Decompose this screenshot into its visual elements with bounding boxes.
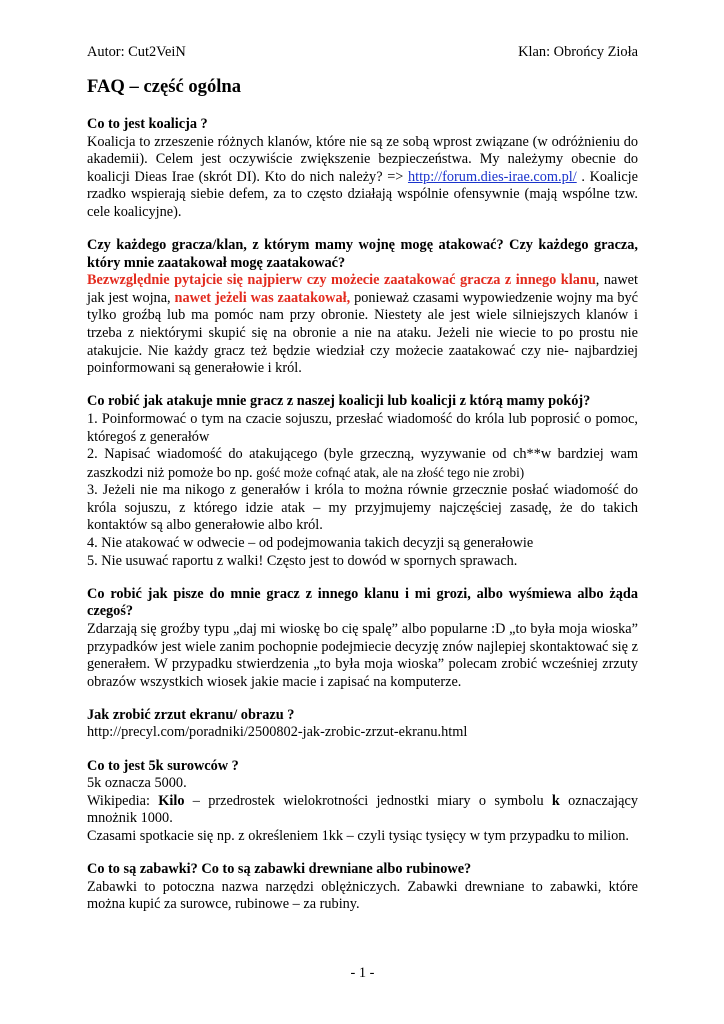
forum-link[interactable]: http://forum.dies-irae.com.pl/ xyxy=(407,168,577,185)
question-heading: Jak zrobić zrzut ekranu/ obrazu ? xyxy=(87,706,295,723)
screenshot-guide-url: http://precyl.com/poradniki/2500802-jak-zrobic-zrzut-ekranu.html xyxy=(87,724,468,741)
kilo-term: Kilo xyxy=(158,792,185,809)
answer-text: ponieważ czasami wypowiedzenie wojny ma być tylko groźbą lub ma pomóc nam przy obronie. Niestety ale jest wiele silniejszych klanów i trzeba z niektórymi skupić się na obronie a nie na ataku. Jeżeli nie wiecie to po prostu nie atakujcie. Nie każdy gracz też będzie wiedział czy możecie zaatakować czy nie- najbardziej poinformowani są generałowie i król. xyxy=(87,289,638,377)
question-heading: Co robić jak pisze do mnie gracz z innego klanu i mi grozi, albo wyśmiewa albo żąda czegoś? xyxy=(87,585,638,620)
faq-section-threats xyxy=(87,586,638,692)
answer-text: , nawet jak jest wojna, xyxy=(87,272,638,306)
k-symbol: k xyxy=(551,792,560,809)
answer-line xyxy=(87,793,638,828)
faq-section-toys xyxy=(87,861,638,914)
faq-section-coalition xyxy=(87,116,638,222)
question-heading: Co robić jak atakuje mnie gracz z naszej koalicji lub koalicji z którą mamy pokój? xyxy=(87,393,591,410)
list-item: 5. Nie usuwać raportu z walki! Często jest to dowód w spornych sprawach. xyxy=(87,552,518,569)
warning-text: nawet jeżeli was zaatakował, xyxy=(174,289,351,306)
page-number: - 1 - xyxy=(350,965,375,981)
header-clan: Klan: Obrońcy Zioła xyxy=(518,44,638,60)
answer-paragraph: Zabawki to potoczna nazwa narzędzi oblężniczych. Zabawki drewniane to zabawki, które można kupić za surowce, rubinowe – za rubiny. xyxy=(87,878,638,913)
answer-line: Czasami spotkacie się np. z określeniem 1kk – czyli tysiąc tysięcy w tym przypadku to milion. xyxy=(87,827,629,844)
faq-content xyxy=(87,116,638,929)
answer-text: Wikipedia: xyxy=(87,792,159,809)
answer-text: – przedrostek wielokrotności jednostki miary o symbolu xyxy=(184,792,552,809)
question-heading: Co to są zabawki? Co to są zabawki drewniane albo rubinowe? xyxy=(87,860,472,877)
answer-line: 5k oznacza 5000. xyxy=(87,775,187,792)
header-author: Autor: Cut2VeiN xyxy=(87,44,186,60)
list-item-text: 2. Napisać wiadomość do atakującego (byle grzeczną, wyzywanie od ch**w bardziej wam zaszkodzi niż pomoże bo np. xyxy=(87,446,638,481)
faq-section-screenshot xyxy=(87,707,638,742)
faq-section-5k xyxy=(87,758,638,846)
list-item: 1. Poinformować o tym na czacie sojuszu, przesłać wiadomość do króla lub poprosić o pomoc, któregoś z generałów xyxy=(87,410,638,445)
faq-section-coalition-attack xyxy=(87,393,638,570)
answer-text: . Koalicje rzadko wspierają siebie defem, za to często działają wspólnie ofensywnie (mają wspólne tzw. cele koalicyjne). xyxy=(87,168,639,220)
question-heading: Czy każdego gracza/klan, z którym mamy wojnę mogę atakować? Czy każdego gracza, który mnie zaatakował mogę zaatakować? xyxy=(87,237,638,271)
question-heading: Co to jest 5k surowców ? xyxy=(87,757,239,774)
page-title: FAQ – część ogólna xyxy=(87,76,242,97)
question-heading: Co to jest koalicja ? xyxy=(87,116,208,132)
list-item xyxy=(87,446,638,482)
answer-paragraph xyxy=(87,272,638,378)
answer-paragraph: Zdarzają się groźby typu „daj mi wioskę bo cię spalę” albo popularne :D „to była moja wioska” przypadków jest wiele zanim pochopnie podejmiecie decyzję znów najlepiej skontaktować się z generałem. W przypadku stwierdzenia „to była moja wioska” polecam zrobić wcześniej zrzuty obrazów wszystkich wiosek jakie macie i zapisać na komputerze. xyxy=(87,620,638,690)
list-item: 3. Jeżeli nie ma nikogo z generałów i króla to można równie grzecznie posłać wiadomość do króla sojuszu, z którego idzie atak – my przyjmujemy najczęściej zasadę, że do takich kontaktów są albo generałowie albo król. xyxy=(87,482,638,534)
list-item-text-small: gość może cofnąć atak, ale na złość tego nie zrobi) xyxy=(256,464,525,480)
list-item: 4. Nie atakować w odwecie – od podejmowania takich decyzji są generałowie xyxy=(87,535,534,552)
page-header xyxy=(87,43,638,61)
faq-section-attack xyxy=(87,237,638,378)
warning-text: Bezwzględnie pytajcie się najpierw czy możecie zaatakować gracza z innego klanu xyxy=(87,272,596,289)
answer-paragraph xyxy=(87,134,638,222)
answer-text: oznaczający mnożnik 1000. xyxy=(87,792,638,827)
answer-text: Koalicja to zrzeszenie różnych klanów, które nie są ze sobą wprost związane (w odróżnieniu do akademii). Celem jest oczywiście zwiększenie bezpieczeństwa. My należymy obecnie do koalicji Dieas Irae (skrót DI). Kto do nich należy? => xyxy=(87,133,638,185)
